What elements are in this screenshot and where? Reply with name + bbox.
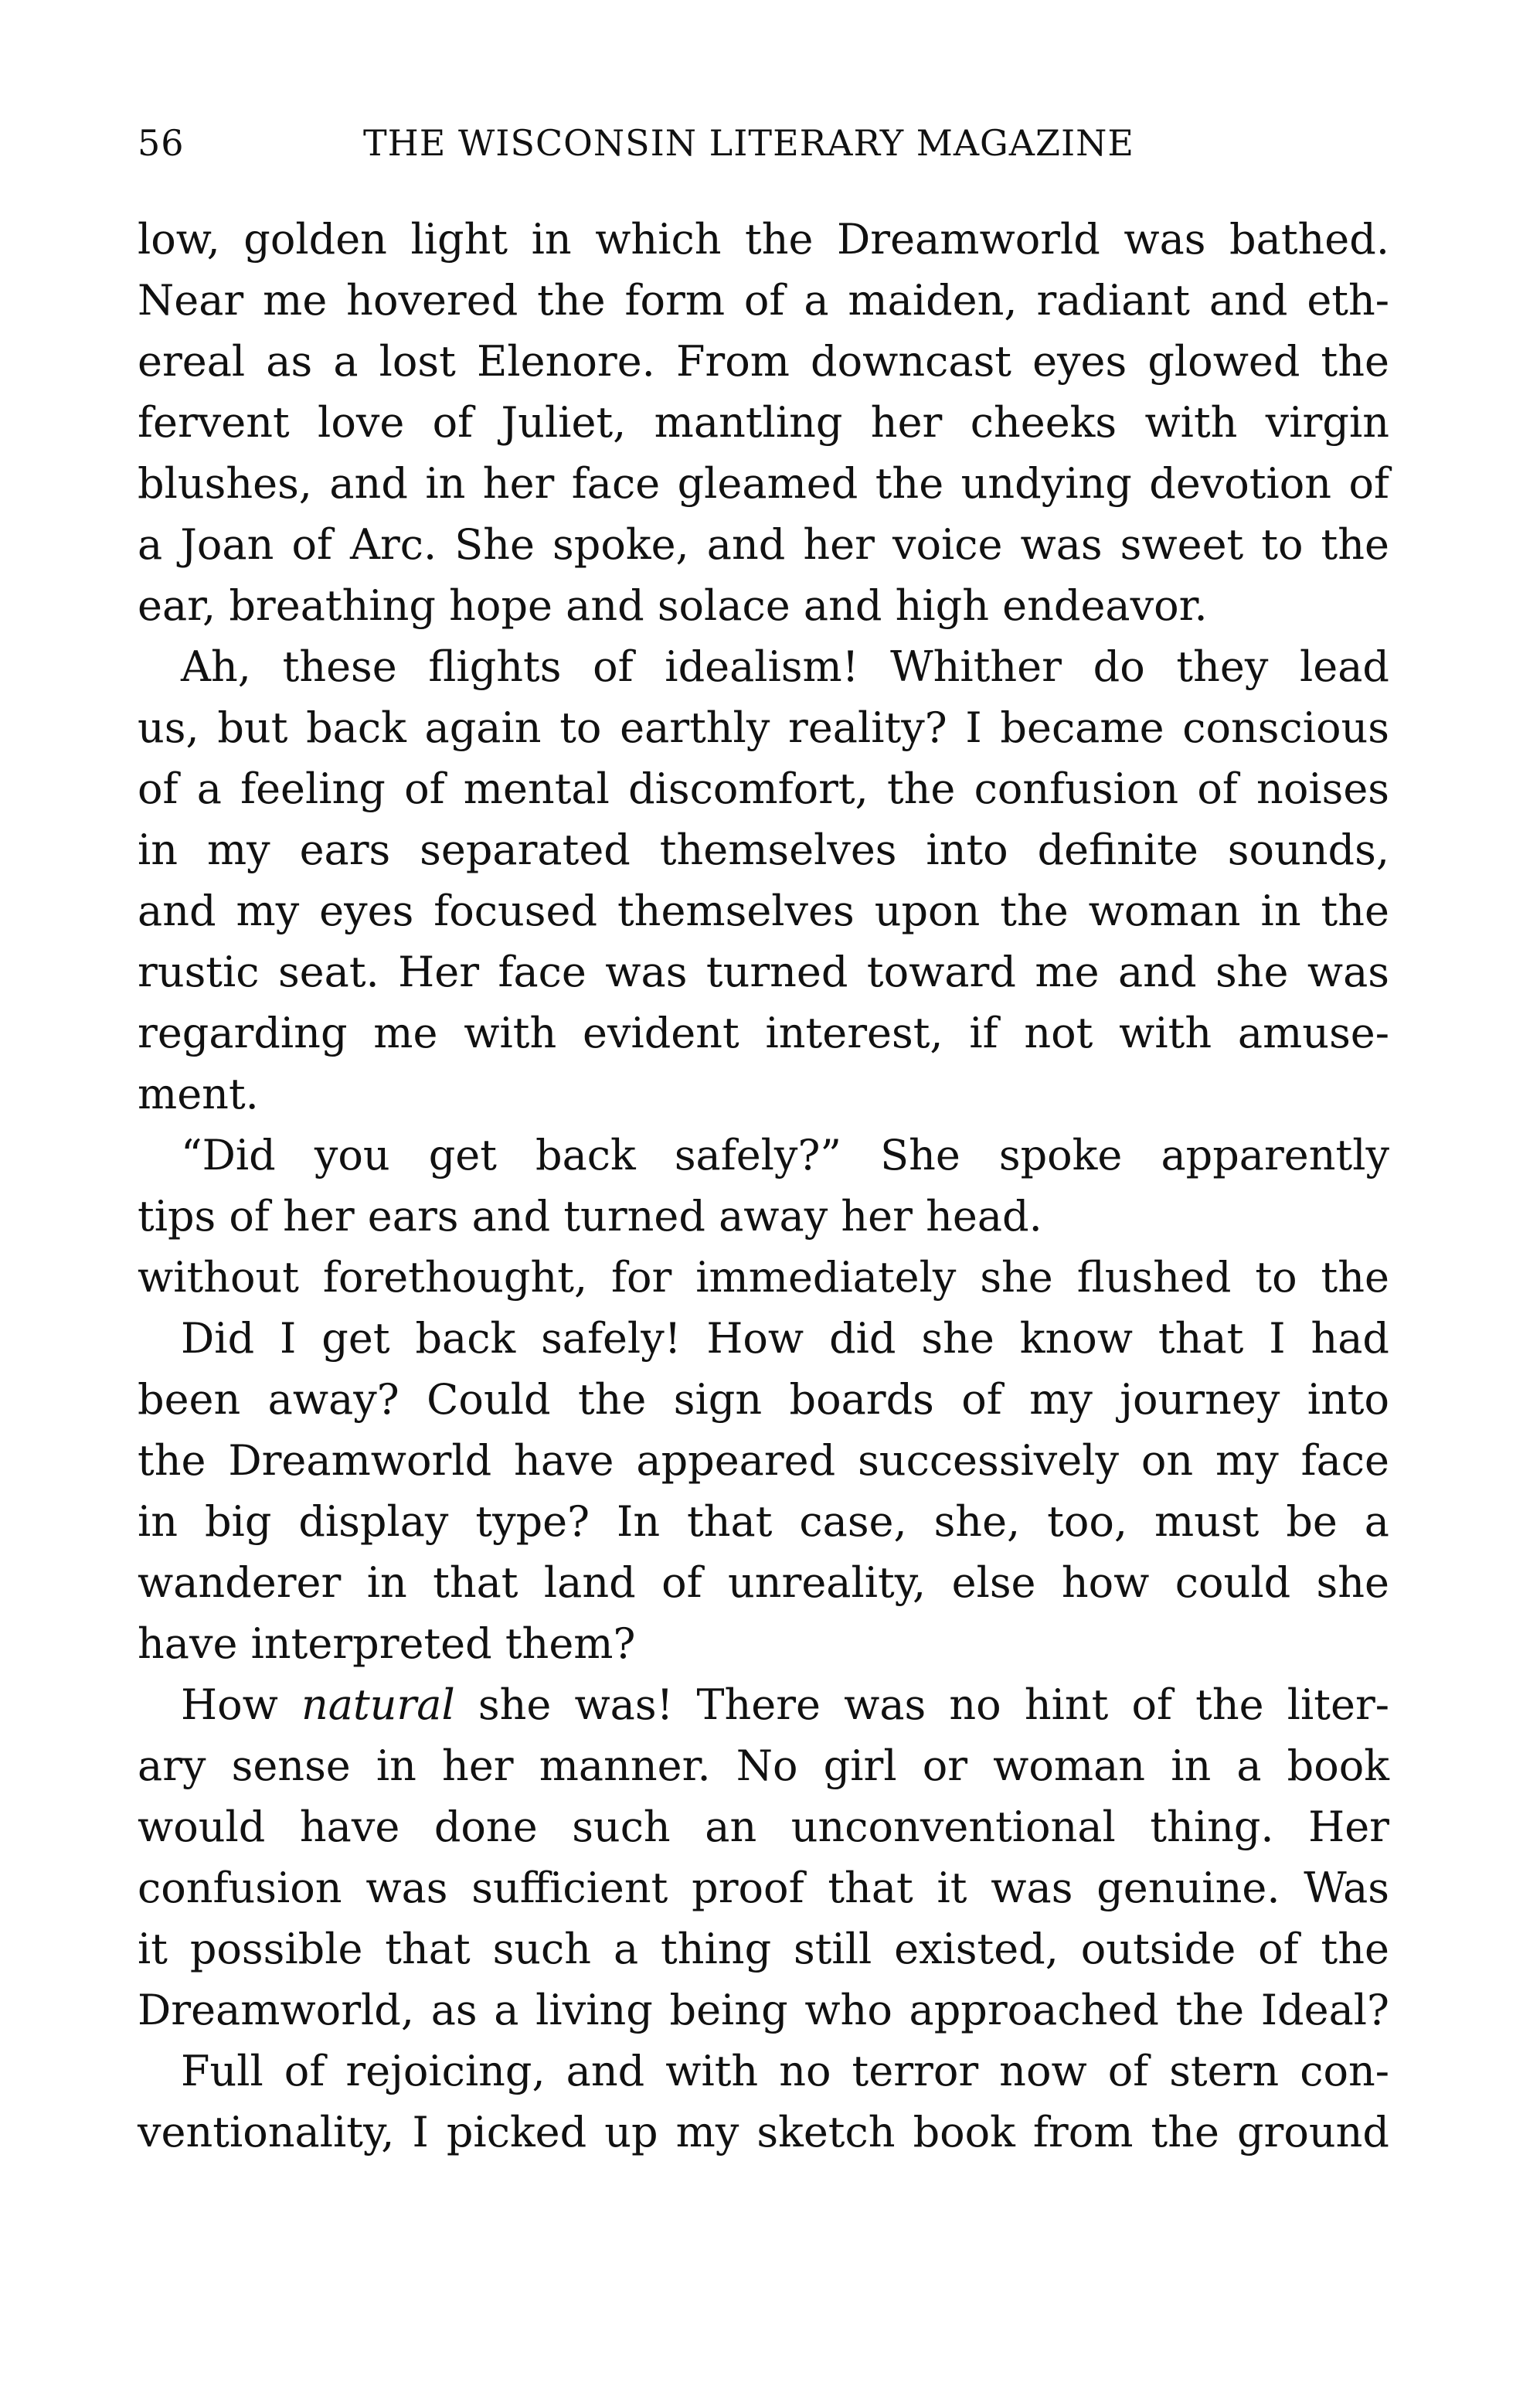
text-line: Dreamworld, as a living being who approached the Ideal? [138, 1986, 1389, 2034]
text-line: of a feeling of mental discomfort, the confusion of noises [138, 764, 1389, 813]
text-line: Near me hovered the form of a maiden, radiant and eth- [138, 276, 1389, 325]
text-line: blushes, and in her face gleamed the undying devotion of [138, 459, 1389, 508]
text-line: us, but back again to earthly reality? I became conscious [138, 703, 1389, 752]
text-line: regarding me with evident interest, if not with amuse- [138, 1009, 1389, 1057]
text-line: wanderer in that land of unreality, else how could she [138, 1558, 1389, 1607]
text-line: it possible that such a thing still existed, outside of the [138, 1925, 1389, 1973]
text-line: have interpreted them? [138, 1619, 636, 1668]
text-line: in big display type? In that case, she, too, must be a [138, 1497, 1389, 1546]
text-line: “Did you get back safely?” She spoke apparently [181, 1131, 1389, 1179]
text-line: and my eyes focused themselves upon the woman in the [138, 887, 1389, 935]
text-line: Did I get back safely! How did she know that I had [181, 1314, 1389, 1363]
text-line-with-italic [138, 1674, 1389, 1735]
text-span: How [181, 1680, 301, 1729]
text-line: ment. [138, 1070, 259, 1118]
text-line: in my ears separated themselves into definite sounds, [138, 825, 1389, 874]
text-line: rustic seat. Her face was turned toward me and she was [138, 948, 1389, 996]
text-line: ary sense in her manner. No girl or woman in a book [138, 1741, 1389, 1790]
text-line: fervent love of Juliet, mantling her cheeks with virgin [138, 398, 1389, 447]
running-head [138, 116, 1389, 170]
text-line: ear, breathing hope and solace and high endeavor. [138, 581, 1208, 630]
text-line: ereal as a lost Elenore. From downcast eyes glowed the [138, 337, 1389, 386]
text-line: confusion was sufficient proof that it was genuine. Was [138, 1864, 1389, 1912]
text-line: Full of rejoicing, and with no terror now of stern con- [181, 2047, 1389, 2095]
page-number: 56 [138, 122, 185, 164]
text-line: a Joan of Arc. She spoke, and her voice was sweet to the [138, 520, 1389, 569]
running-title: THE WISCONSIN LITERARY MAGAZINE [363, 122, 1134, 164]
text-line: been away? Could the sign boards of my journey into [138, 1375, 1389, 1424]
text-line: the Dreamworld have appeared successively on my face [138, 1436, 1389, 1485]
text-line: would have done such an unconventional thing. Her [138, 1802, 1389, 1851]
text-line: Ah, these flights of idealism! Whither do they lead [181, 642, 1389, 691]
text-line: ventionality, I picked up my sketch book from the ground [138, 2108, 1389, 2156]
text-line: tips of her ears and turned away her head. [138, 1192, 1042, 1241]
text-line: low, golden light in which the Dreamworld was bathed. [138, 215, 1389, 264]
text-line: without forethought, for immediately she flushed to the [138, 1253, 1389, 1302]
body-text [138, 209, 1389, 2163]
italic-word: natural [301, 1680, 455, 1729]
text-span: she was! There was no hint of the liter- [454, 1680, 1389, 1729]
